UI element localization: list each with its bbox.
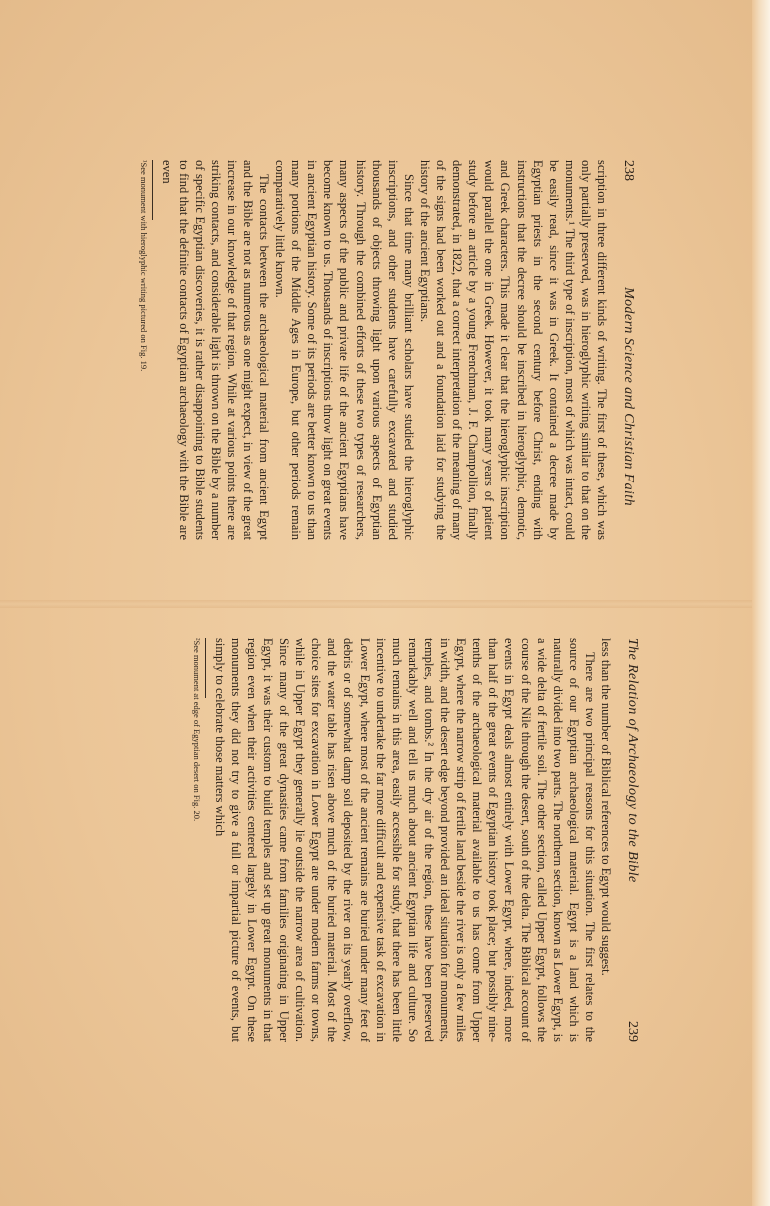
page-fold	[0, 600, 770, 608]
footnote-rule	[152, 160, 153, 220]
footnotes	[191, 638, 206, 1042]
running-head	[610, 160, 636, 540]
running-head	[614, 638, 640, 1042]
left-page	[71, 160, 636, 540]
page-body	[212, 638, 614, 1042]
footnote: ¹See monument with hieroglyphic writing pictured on Fig. 19.	[139, 160, 150, 372]
page-body	[159, 160, 610, 540]
paragraph: The contacts between the archaeological material from ancient Egypt and the Bible are not as numerous as one might expect, in view of the great increase in our knowledge of that region. While at various points there are striking contacts, and considerable light is thrown on the Bible by a number of specific Egyptian discoveries, it is rather disappointing to Bible students to find that the definite contacts of Egyptian archaeology with the Bible are even	[160, 160, 272, 540]
paragraph: scription in three different kinds of writing. The first of these, which was only partially preserved, was in hieroglyphic writing similar to that on the monuments.¹ The third type of inscription, most of which was intact, could be easily read, since it was in Greek. It contained a decree made by Egyptian priests in the second century before Christ, ending with instructions that the decree should be inscribed in hieroglyphic, demotic, and Greek characters. This made it clear that the hieroglyphic inscription would parallel the one in Greek. However, it took many years of patient study before an article by a young Frenchman, J. F. Champollion, finally demonstrated, in 1822, that a correct interpretation of the meaning of many of the signs had been worked out and a foundation laid for studying the history of the ancient Egyptians.	[417, 160, 609, 540]
page-number: 238	[621, 160, 636, 181]
paragraph: There are two principal reasons for this situation. The first relates to the source of our Egyptian archaeological material. Egypt is a land which is naturally divided into two parts. The northern section, known as Lower Egypt, is a wide delta of fertile soil. The other section, called Upper Egypt, follows the course of the Nile through the desert, south of the delta. The Biblical account of events in Egypt deals almost entirely with Lower Egypt, where, indeed, more than half of the great events of Egyptian history took place; but possibly nine-tenths of the archaeological material available to us has come from Upper Egypt, where the narrow strip of fertile land beside the river is only a few miles in width, and the desert edge beyond provided an ideal situation for monuments, temples, and tombs.² In the dry air of the region, these have been preserved remarkably well and tell us much about ancient Egyptian life and culture. So much remains in this area, easily accessible for study, that there has been little incentive to undertake the far more difficult and expensive task of excavation in Lower Egypt, where most of the ancient remains are buried under many feet of debris or of somewhat damp soil deposited by the river on its yearly overflow, and the water table has risen above much of the buried material. Most of the choice sites for excavation in Lower Egypt are under modern farms or towns, while in Upper Egypt they generally lie outside the narrow area of cultivation. Since many of the great dynasties came from families originating in Upper Egypt, it was their custom to build temples and set up great monuments in that region even when their activities centered largely in Lower Egypt. On these monuments they did not try to give a full or impartial picture of events, but simply to celebrate those matters which	[212, 638, 597, 1042]
paragraph: Since that time many brilliant scholars have studied the hieroglyphic inscriptions, and other students have carefully excavated and studied thousands of objects throwing light upon various aspects of Egyptian history. Through the combined efforts of these two types of researchers, many aspects of the public and private life of the ancient Egyptians have become known to us. Thousands of inscriptions throw light on great events in ancient Egyptian history. Some of its periods are better known to us than many portions of the Middle Ages in Europe, but other periods remain comparatively little known.	[273, 160, 416, 540]
footnote-rule	[205, 638, 206, 698]
running-title: The Relation of Archaeology to the Bible	[625, 638, 640, 883]
footnote: ²See monument at edge of Egyptian desert on Fig. 20.	[191, 638, 202, 822]
page-number: 239	[625, 1021, 640, 1042]
paper-edge	[752, 0, 770, 1206]
footnotes	[138, 160, 153, 540]
paragraph: less than the number of Biblical references to Egypt would suggest.	[599, 638, 613, 976]
running-title: Modern Science and Christian Faith	[621, 287, 636, 506]
right-page	[75, 638, 640, 1042]
